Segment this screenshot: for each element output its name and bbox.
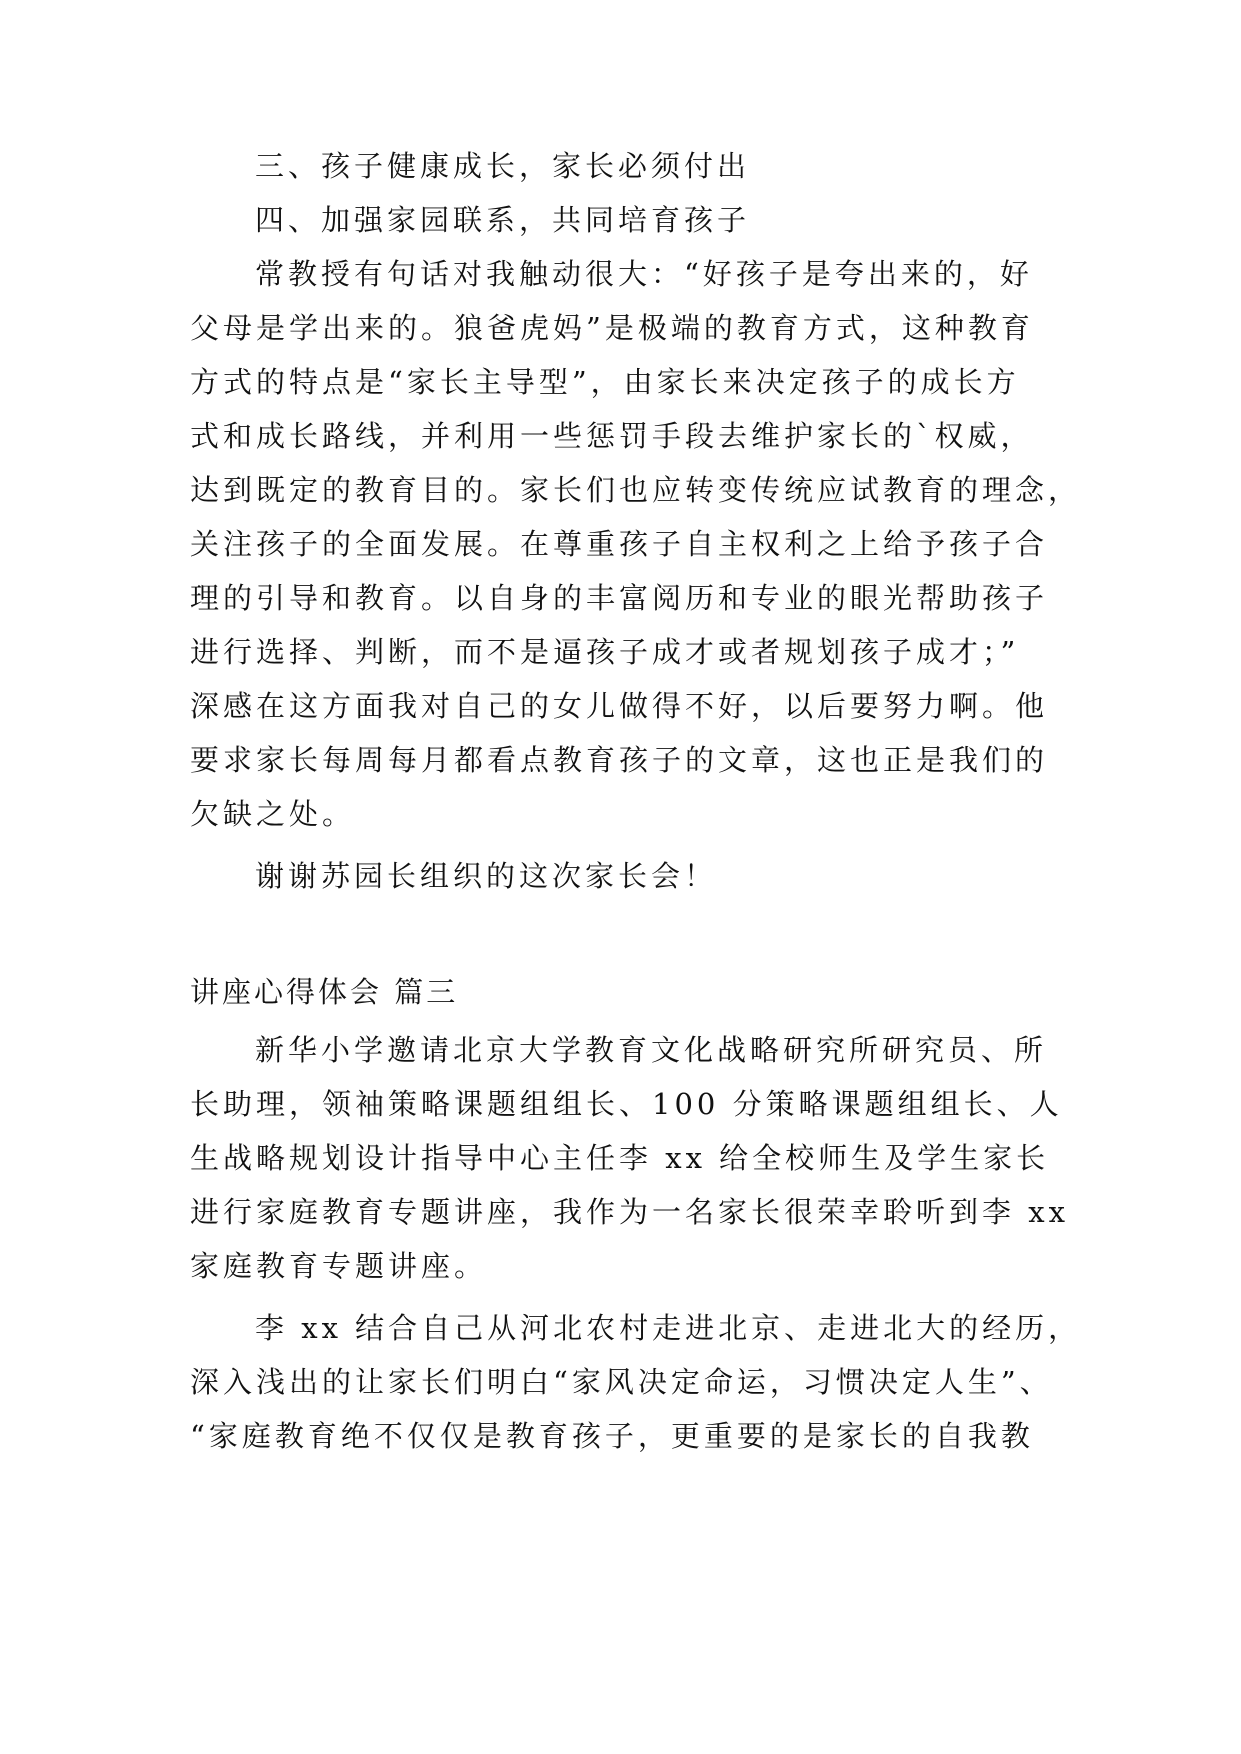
paragraph-line: 进行家庭教育专题讲座，我作为一名家长很荣幸聆听到李 xx (190, 1195, 1069, 1229)
paragraph-line: 达到既定的教育目的。家长们也应转变传统应试教育的理念， (190, 473, 1082, 507)
paragraph-line: 新华小学邀请北京大学教育文化战略研究所研究员、所 (255, 1033, 1048, 1067)
paragraph-line: 式和成长路线，并利用一些惩罚手段去维护家长的`权威， (190, 419, 1034, 453)
paragraph-line: 方式的特点是“家长主导型”，由家长来决定孩子的成长方 (190, 365, 1020, 399)
paragraph-line: “家庭教育绝不仅仅是教育孩子，更重要的是家长的自我教 (190, 1419, 1034, 1453)
paragraph-line: 常教授有句话对我触动很大：“好孩子是夸出来的，好 (255, 257, 1033, 291)
section-heading: 讲座心得体会 篇三 (190, 975, 459, 1009)
list-item-four: 四、加强家园联系，共同培育孩子 (255, 203, 751, 237)
paragraph-line: 长助理，领袖策略课题组组长、100 分策略课题组组长、人 (190, 1087, 1063, 1121)
thanks-line: 谢谢苏园长组织的这次家长会！ (255, 859, 718, 893)
paragraph-line: 进行选择、判断，而不是逼孩子成才或者规划孩子成才；” (190, 635, 1020, 669)
paragraph-line: 欠缺之处。 (190, 797, 356, 831)
paragraph-line: 父母是学出来的。狼爸虎妈”是极端的教育方式，这种教育 (190, 311, 1034, 345)
paragraph-line: 深感在这方面我对自己的女儿做得不好，以后要努力啊。他 (190, 689, 1049, 723)
list-item-three: 三、孩子健康成长，家长必须付出 (255, 149, 751, 183)
paragraph-line: 生战略规划设计指导中心主任李 xx 给全校师生及学生家长 (190, 1141, 1050, 1175)
paragraph-line: 深入浅出的让家长们明白“家风决定命运，习惯决定人生”、 (190, 1365, 1053, 1399)
paragraph-line: 关注孩子的全面发展。在尊重孩子自主权利之上给予孩子合 (190, 527, 1049, 561)
paragraph-line: 家庭教育专题讲座。 (190, 1249, 488, 1283)
paragraph-line: 李 xx 结合自己从河北农村走进北京、走进北大的经历， (255, 1311, 1082, 1345)
paragraph-line: 理的引导和教育。以自身的丰富阅历和专业的眼光帮助孩子 (190, 581, 1049, 615)
paragraph-line: 要求家长每周每月都看点教育孩子的文章，这也正是我们的 (190, 743, 1049, 777)
